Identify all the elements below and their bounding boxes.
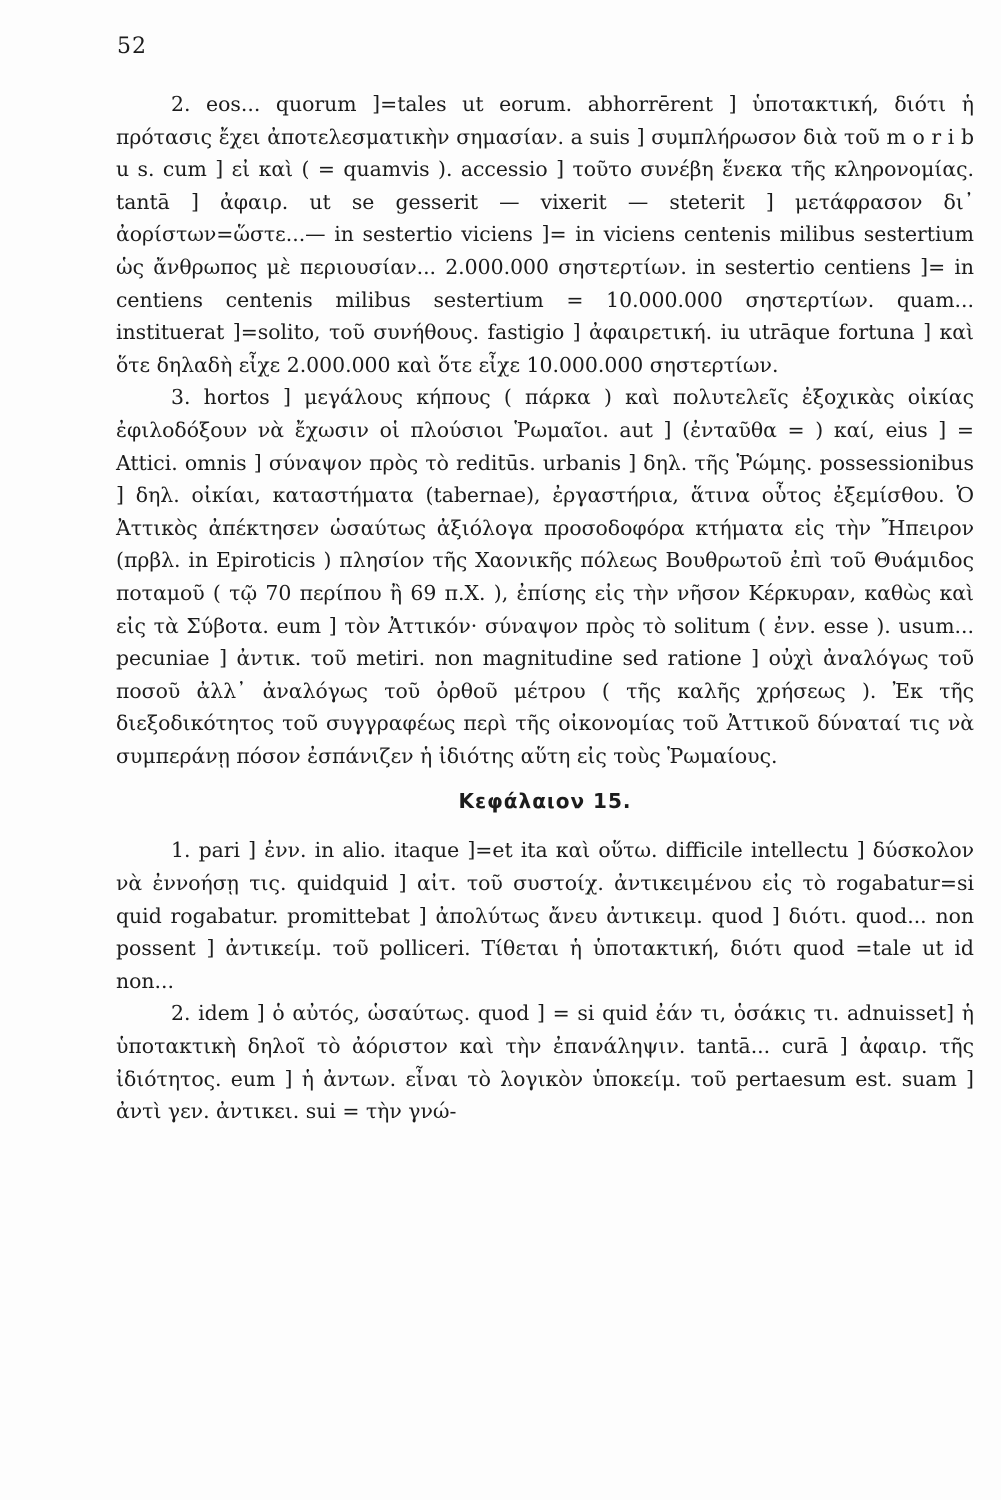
- note-paragraph-3: 3. hortos ] μεγάλους κήπους ( πάρκα ) καὶ πολυτελεῖς ἐξοχικὰς οἰκίας ἐφιλοδόξουν νὰ ἔχωσιν οἱ πλούσιοι Ῥωμαῖοι. aut ] (ἐνταῦθα = ) καί, eius ] = Attici. omnis ] σύναψον πρὸς τὸ reditūs. urbanis ] δηλ. τῆς Ῥώμης. possessionibus ] δηλ. οἰκίαι, καταστήματα (tabernae), ἐργαστήρια, ἅτινα οὗτος ἐξεμίσθου. Ὁ Ἀττικὸς ἀπέκτησεν ὡσαύτως ἀξιόλογα προσοδοφόρα κτήματα εἰς τὴν Ἤπειρον (πρβλ. in Epiroticis ) πλησίον τῆς Χαονικῆς πόλεως Βουθρωτοῦ ἐπὶ τοῦ Θυάμιδος ποταμοῦ ( τῷ 70 περίπου ἢ 69 π.Χ. ), ἐπίσης εἰς τὴν νῆσον Κέρκυραν, καθὼς καὶ εἰς τὰ Σύβοτα. eum ] τὸν Ἀττικόν· σύναψον πρὸς τὸ solitum ( ἐνν. esse ). usum... pecuniae ] ἀντικ. τοῦ metiri. non magnitudine sed ratione ] οὐχὶ ἀναλόγως τοῦ ποσοῦ ἀλλ᾽ ἀναλόγως τοῦ ὀρθοῦ μέτρου ( τῆς καλῆς χρήσεως ). Ἐκ τῆς διεξοδικότητος τοῦ συγγραφέως περὶ τῆς οἰκονομίας τοῦ Ἀττικοῦ δύναταί τις νὰ συμπεράνῃ πόσον ἐσπάνιζεν ἡ ἰδιότης αὕτη εἰς τοὺς Ῥωμαίους.: [116, 385, 974, 768]
- commentary-text: [116, 88, 974, 1128]
- note-paragraph-2: 2. eos... quorum ]=tales ut eorum. abhorrērent ] ὑποτακτική, διότι ἡ πρότασις ἔχει ἀποτελεσματικὴν σημασίαν. a suis ] συμπλήρωσον διὰ τοῦ m o r i b u s. cum ] εἰ καὶ ( = quamvis ). accessio ] τοῦτο συνέβη ἕνεκα τῆς κληρονομίας. tantā ] ἀφαιρ. ut se gesserit — vixerit — steterit ] μετάφρασον δι᾽ ἀορίστων=ὥστε...— in sestertio viciens ]= in viciens centenis milibus sestertium ὡς ἄνθρωπος μὲ περιουσίαν... 2.000.000 σηστερτίων. in sestertio centiens ]= in centiens centenis milibus sestertium = 10.000.000 σηστερτίων. quam... instituerat ]=solito, τοῦ συνήθους. fastigio ] ἀφαιρετική. iu utrāque fortuna ] καὶ ὅτε δηλαδὴ εἶχε 2.000.000 καὶ ὅτε εἶχε 10.000.000 σηστερτίων.: [116, 92, 974, 377]
- chapter-note-paragraph-2: 2. idem ] ὁ αὐτός, ὡσαύτως. quod ] = si quid ἐάν τι, ὁσάκις τι. adnuisset] ἡ ὑποτακτικὴ δηλοῖ τὸ ἀόριστον καὶ τὴν ἐπανάληψιν. tantā... curā ] ἀφαιρ. τῆς ἰδιότητος. eum ] ἡ ἀντων. εἶναι τὸ λογικὸν ὑποκείμ. τοῦ pertaesum est. suam ] ἀντὶ γεν. ἀντικει. sui = τὴν γνώ-: [116, 1001, 974, 1124]
- chapter-note-paragraph-1: 1. pari ] ἐνν. in alio. itaque ]=et ita καὶ οὕτω. difficile intellectu ] δύσκολον νὰ ἐννοήσῃ τις. quidquid ] αἰτ. τοῦ συστοίχ. ἀντικειμένου εἰς τὸ rogabatur=si quid rogabatur. promittebat ] ἀπολύτως ἄνευ ἀντικειμ. quod ] διότι. quod... non possent ] ἀντικείμ. τοῦ polliceri. Τίθεται ἡ ὑποτακτική, διότι quod =tale ut id non...: [116, 838, 974, 993]
- page-number: 52: [117, 34, 147, 59]
- chapter-heading: Κεφάλαιον 15.: [458, 789, 632, 814]
